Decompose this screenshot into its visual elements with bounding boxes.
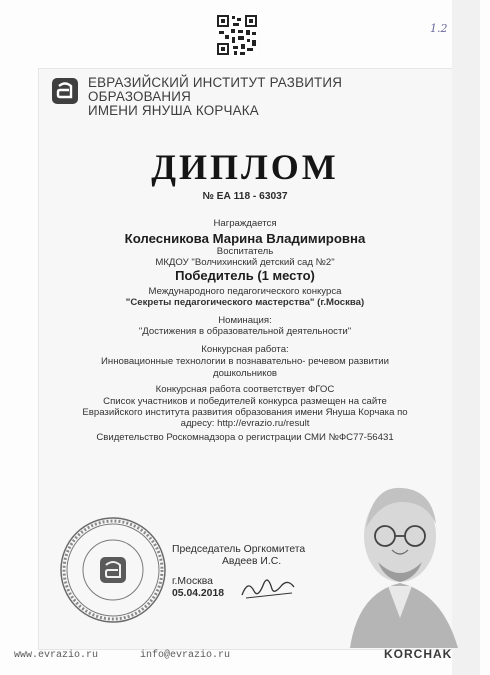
diploma-number: № ЕА 118 - 63037	[202, 191, 288, 202]
results-line1: Список участников и победителей конкурса размещен на сайте	[103, 396, 387, 407]
institute-name-line2: ИМЕНИ ЯНУША КОРЧАКА	[88, 103, 259, 118]
recipient-position: Воспитатель	[216, 246, 274, 257]
institute-seal-icon	[58, 515, 168, 625]
awarded-label: Награждается	[213, 218, 277, 229]
signature-city: г.Москва	[172, 576, 213, 587]
work-title-line1: Инновационные технологии в познавательно- речевом развитии	[101, 356, 389, 367]
handwritten-mark: 1.2	[430, 22, 448, 35]
institute-header	[52, 75, 432, 118]
handwritten-signature-icon	[238, 573, 298, 603]
footer-website: www.evrazio.ru	[14, 650, 99, 661]
fgos-note: Конкурсная работа соответствует ФГОС	[155, 384, 335, 395]
signature-date: 05.04.2018	[172, 588, 225, 599]
institute-name-line1: ЕВРАЗИЙСКИЙ ИНСТИТУТ РАЗВИТИЯ ОБРАЗОВАНИЯ	[88, 75, 343, 104]
results-line2: Евразийского института развития образования имени Януша Корчака по	[82, 407, 408, 418]
diploma-title: ДИПЛОМ	[151, 147, 339, 187]
footer-email: info@evrazio.ru	[140, 650, 231, 661]
work-title-line2: дошкольников	[212, 368, 278, 379]
winner-place: Победитель (1 место)	[175, 268, 315, 283]
contest-line1: Международного педагогического конкурса	[148, 286, 342, 297]
chair-title: Председатель Оргкомитета	[172, 544, 306, 555]
nomination-label: Номинация:	[218, 315, 272, 326]
institute-name	[88, 76, 432, 118]
recipient-school: МКДОУ "Волчихинский детский сад №2"	[155, 257, 335, 268]
institute-logo-icon	[52, 78, 78, 104]
chair-name: Авдеев И.С.	[222, 556, 282, 567]
recipient-name: Колесникова Марина Владимировна	[124, 231, 366, 246]
footer	[0, 644, 490, 675]
contest-line2: "Секреты педагогического мастерства" (г.Москва)	[125, 297, 365, 308]
work-label: Конкурсная работа:	[201, 344, 289, 355]
nomination-value: "Достижения в образовательной деятельности"	[138, 326, 352, 337]
results-line3: адресу: http://evrazio.ru/result	[180, 418, 310, 429]
license-note: Свидетельство Роскомнадзора о регистрации СМИ №ФС77-56431	[96, 432, 394, 443]
footer-korchak: KORCHAK	[384, 647, 453, 661]
korchak-portrait-icon	[330, 458, 470, 648]
qr-code-icon	[216, 14, 258, 56]
